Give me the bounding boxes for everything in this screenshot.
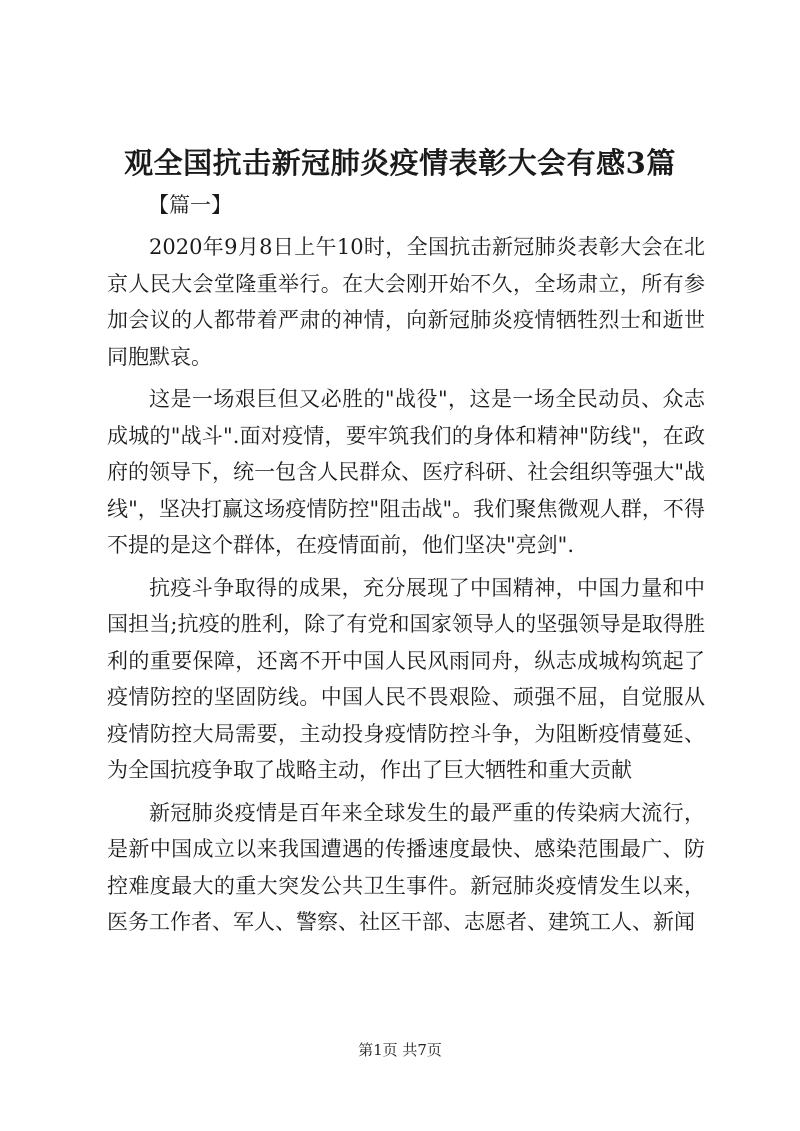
paragraph: 新冠肺炎疫情是百年来全球发生的最严重的传染病大流行，是新中国成立以来我国遭遇的传播速度最快、感染范围最广、防控难度最大的重大突发公共卫生事件。新冠肺炎疫情发生以来，医务工作者、军人、警察、社区干部、志愿者、建筑工人、新闻 <box>107 800 705 934</box>
paragraph: 这是一场艰巨但又必胜的"战役"，这是一场全民动员、众志成城的"战斗".面对疫情，要牢筑我们的身体和精神"防线"，在政府的领导下，统一包含人民群众、医疗科研、社会组织等强大"战线"，坚决打赢这场疫情防控"阻击战"。我们聚焦微观人群，不得不提的是这个群体，在疫情面前，他们坚决"亮剑". <box>107 387 705 557</box>
paragraph: 抗疫斗争取得的成果，充分展现了中国精神，中国力量和中国担当;抗疫的胜利，除了有党和国家领导人的坚强领导是取得胜利的重要保障，还离不开中国人民风雨同舟，纵志成城构筑起了疫情防控的坚固防线。中国人民不畏艰险、顽强不屈，自觉服从疫情防控大局需要，主动投身疫情防控斗争，为阻断疫情蔓延、为全国抗疫争取了战略主动，作出了巨大牺牲和重大贡献 <box>107 575 705 782</box>
document-title: 观全国抗击新冠肺炎疫情表彰大会有感3篇 <box>124 146 676 180</box>
section-label: 【篇一】 <box>148 193 232 217</box>
document-body <box>107 229 705 947</box>
page-footer: 第1页 共7页 <box>358 1041 442 1059</box>
paragraph: 2020年9月8日上午10时，全国抗击新冠肺炎表彰大会在北京人民大会堂隆重举行。在大会刚开始不久，全场肃立，所有参加会议的人都带着严肃的神情，向新冠肺炎疫情牺牲烈士和逝世同胞默哀。 <box>107 235 705 369</box>
